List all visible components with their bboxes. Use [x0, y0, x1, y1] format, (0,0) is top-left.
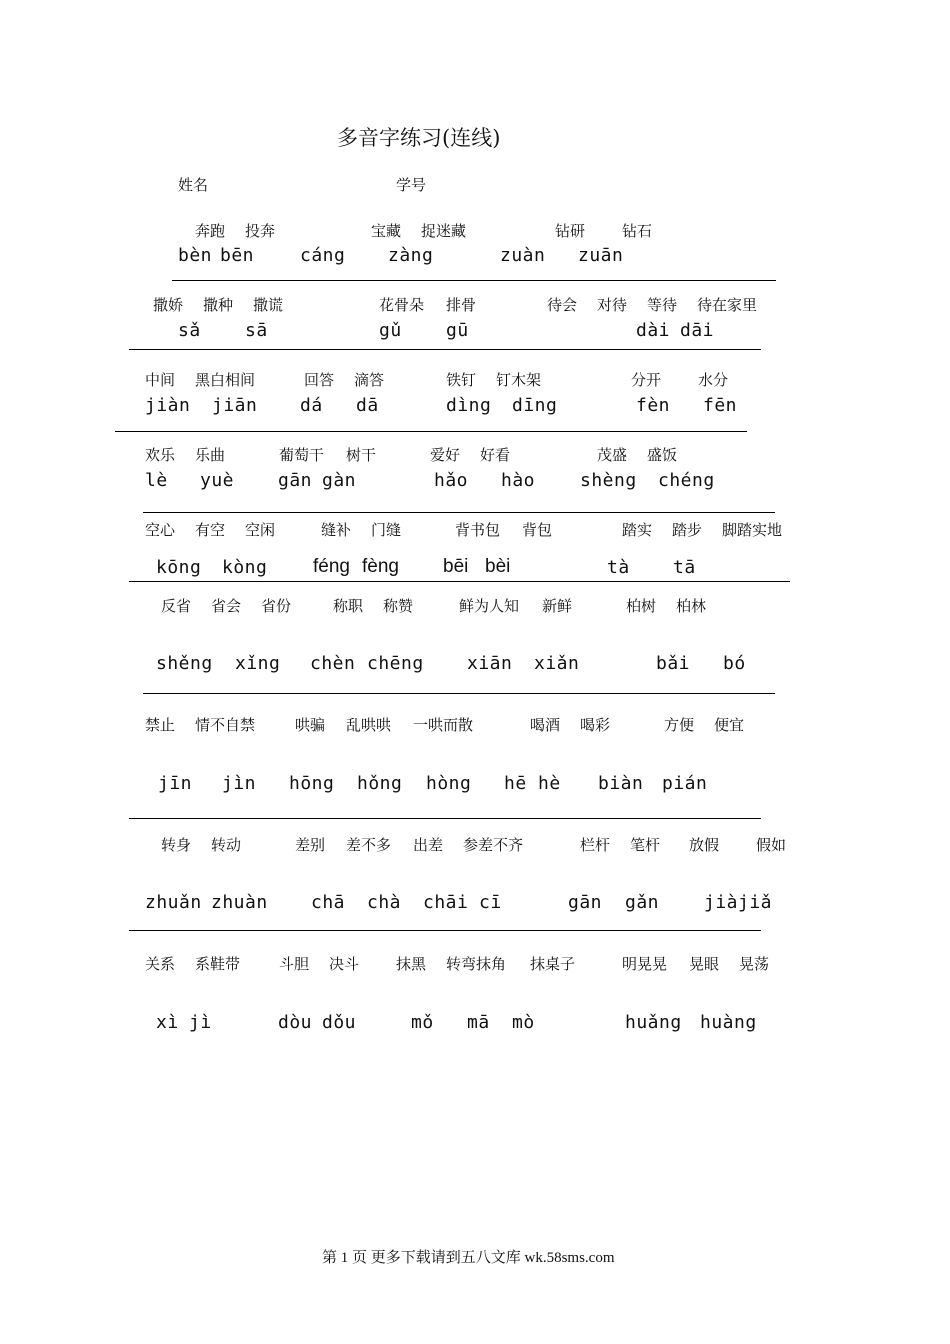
- pinyin: chā: [311, 892, 346, 913]
- word: 差不多: [346, 836, 392, 854]
- pinyin: huǎng: [625, 1012, 682, 1033]
- divider: [129, 581, 790, 582]
- divider: [172, 280, 776, 281]
- pinyin: sǎ: [178, 320, 201, 341]
- pinyin: jiǎ: [738, 892, 773, 913]
- word: 对待: [597, 296, 628, 314]
- word: 假如: [756, 836, 787, 854]
- word: 出差: [413, 836, 444, 854]
- word: 乱哄哄: [346, 716, 392, 734]
- word: 葡萄干: [279, 446, 325, 464]
- pinyin: lè: [145, 470, 168, 491]
- word: 鲜为人知: [459, 597, 520, 615]
- pinyin: dài: [636, 320, 671, 341]
- pinyin: chēng: [367, 653, 424, 674]
- pinyin: chéng: [658, 470, 715, 491]
- pinyin: cī: [479, 892, 502, 913]
- word: 反省: [161, 597, 192, 615]
- word: 空心: [145, 521, 176, 539]
- pinyin: zuàn: [500, 245, 546, 266]
- word: 钻研: [555, 222, 586, 240]
- word: 柏林: [676, 597, 707, 615]
- word: 转动: [211, 836, 242, 854]
- pinyin: kòng: [222, 557, 268, 578]
- pinyin: xiān: [467, 653, 513, 674]
- pinyin: yuè: [200, 470, 235, 491]
- word: 踏步: [672, 521, 703, 539]
- pinyin: fēn: [703, 395, 738, 416]
- pinyin: mā: [467, 1012, 490, 1033]
- word: 背书包: [455, 521, 501, 539]
- word: 盛饭: [647, 446, 678, 464]
- word: 分开: [631, 371, 662, 389]
- word: 黑白相间: [195, 371, 256, 389]
- divider: [129, 818, 761, 819]
- word: 铁钉: [446, 371, 477, 389]
- pinyin: huàng: [700, 1012, 757, 1033]
- pinyin: chāi: [423, 892, 469, 913]
- pinyin: sā: [245, 320, 268, 341]
- word: 待会: [547, 296, 578, 314]
- word: 等待: [647, 296, 678, 314]
- pinyin: xǐng: [235, 653, 281, 674]
- pinyin: jìn: [222, 773, 257, 794]
- pinyin: bēn: [220, 245, 255, 266]
- word: 门缝: [371, 521, 402, 539]
- word: 爱好: [430, 446, 461, 464]
- word: 参差不齐: [463, 836, 524, 854]
- pinyin: jiàn: [145, 395, 191, 416]
- word: 决斗: [329, 955, 360, 973]
- pinyin: tà: [607, 557, 630, 578]
- pinyin: shèng: [580, 470, 637, 491]
- pinyin: zhuǎn: [145, 892, 202, 913]
- word: 新鲜: [542, 597, 573, 615]
- pinyin: dǒu: [322, 1012, 357, 1033]
- pinyin: cáng: [300, 245, 346, 266]
- pinyin: hào: [501, 470, 536, 491]
- pinyin: dòu: [278, 1012, 313, 1033]
- word: 投奔: [245, 222, 276, 240]
- word: 欢乐: [145, 446, 176, 464]
- word: 抹桌子: [530, 955, 576, 973]
- word: 背包: [522, 521, 553, 539]
- word: 抹黑: [396, 955, 427, 973]
- word: 踏实: [622, 521, 653, 539]
- word: 钉木架: [496, 371, 542, 389]
- word: 撒谎: [253, 296, 284, 314]
- word: 钻石: [622, 222, 653, 240]
- name-label: 姓名: [178, 176, 209, 194]
- word: 一哄而散: [413, 716, 474, 734]
- word: 省份: [261, 597, 292, 615]
- word: 空闲: [245, 521, 276, 539]
- word: 晃荡: [739, 955, 770, 973]
- word: 乐曲: [195, 446, 226, 464]
- pinyin: pián: [662, 773, 708, 794]
- word: 便宜: [714, 716, 745, 734]
- pinyin: zàng: [388, 245, 434, 266]
- pinyin: gàn: [322, 470, 357, 491]
- word: 滴答: [354, 371, 385, 389]
- pinyin: hōng: [289, 773, 335, 794]
- word: 喝酒: [530, 716, 561, 734]
- word: 关系: [145, 955, 176, 973]
- word: 斗胆: [279, 955, 310, 973]
- word: 撒种: [203, 296, 234, 314]
- word: 捉迷藏: [421, 222, 467, 240]
- pinyin: gān: [568, 892, 603, 913]
- word: 脚踏实地: [722, 521, 783, 539]
- pinyin: hǎo: [434, 470, 469, 491]
- divider: [129, 349, 761, 350]
- word: 好看: [480, 446, 511, 464]
- pinyin: bèn: [178, 245, 213, 266]
- word: 转身: [161, 836, 192, 854]
- pinyin: gǎn: [625, 892, 660, 913]
- pinyin: gū: [446, 320, 469, 341]
- pinyin: dīng: [512, 395, 558, 416]
- pinyin: dāi: [680, 320, 715, 341]
- pinyin: jiān: [212, 395, 258, 416]
- word: 排骨: [446, 296, 477, 314]
- pinyin: bèi: [485, 556, 511, 577]
- word: 宝藏: [371, 222, 402, 240]
- pinyin: hē: [504, 773, 527, 794]
- page-title: 多音字练习(连线): [337, 126, 501, 150]
- word: 缝补: [321, 521, 352, 539]
- divider: [115, 431, 747, 432]
- word: 明晃晃: [622, 955, 668, 973]
- divider: [129, 930, 761, 931]
- word: 差别: [295, 836, 326, 854]
- word: 柏树: [626, 597, 657, 615]
- pinyin: zhuàn: [211, 892, 268, 913]
- word: 称职: [333, 597, 364, 615]
- word: 哄骗: [295, 716, 326, 734]
- pinyin: xì: [156, 1012, 179, 1033]
- word: 树干: [346, 446, 377, 464]
- pinyin: jià: [704, 892, 739, 913]
- pinyin: hè: [538, 773, 561, 794]
- student-id-label: 学号: [396, 176, 427, 194]
- word: 花骨朵: [379, 296, 425, 314]
- pinyin: fèng: [362, 556, 399, 577]
- word: 放假: [689, 836, 720, 854]
- word: 茂盛: [597, 446, 628, 464]
- word: 栏杆: [580, 836, 611, 854]
- pinyin: dá: [300, 395, 323, 416]
- divider: [143, 693, 775, 694]
- word: 省会: [211, 597, 242, 615]
- pinyin: bó: [723, 653, 746, 674]
- pinyin: jīn: [158, 773, 193, 794]
- pinyin: xiǎn: [534, 653, 580, 674]
- word: 称赞: [383, 597, 414, 615]
- pinyin: biàn: [598, 773, 644, 794]
- pinyin: fèn: [636, 395, 671, 416]
- pinyin: jì: [189, 1012, 212, 1033]
- word: 喝彩: [580, 716, 611, 734]
- pinyin: dìng: [446, 395, 492, 416]
- word: 奔跑: [195, 222, 226, 240]
- pinyin: mǒ: [411, 1012, 434, 1033]
- word: 笔杆: [630, 836, 661, 854]
- word: 水分: [698, 371, 729, 389]
- pinyin: kōng: [156, 557, 202, 578]
- word: 系鞋带: [195, 955, 241, 973]
- pinyin: bǎi: [656, 653, 691, 674]
- word: 情不自禁: [195, 716, 256, 734]
- pinyin: shěng: [156, 653, 213, 674]
- word: 待在家里: [697, 296, 758, 314]
- pinyin: gān: [278, 470, 313, 491]
- word: 回答: [304, 371, 335, 389]
- pinyin: hǒng: [357, 773, 403, 794]
- pinyin: hòng: [426, 773, 472, 794]
- word: 转弯抹角: [446, 955, 507, 973]
- word: 方便: [664, 716, 695, 734]
- word: 撒娇: [153, 296, 184, 314]
- pinyin: mò: [512, 1012, 535, 1033]
- word: 有空: [195, 521, 226, 539]
- pinyin: chà: [367, 892, 402, 913]
- pinyin: zuān: [578, 245, 624, 266]
- pinyin: féng: [313, 556, 350, 577]
- pinyin: tā: [673, 557, 696, 578]
- divider: [143, 512, 775, 513]
- word: 中间: [145, 371, 176, 389]
- pinyin: gǔ: [379, 320, 402, 341]
- word: 晃眼: [689, 955, 720, 973]
- page-footer: 第 1 页 更多下载请到五八文库 wk.58sms.com: [322, 1250, 615, 1266]
- pinyin: chèn: [310, 653, 356, 674]
- pinyin: bēi: [443, 556, 469, 577]
- word: 禁止: [145, 716, 176, 734]
- pinyin: dā: [356, 395, 379, 416]
